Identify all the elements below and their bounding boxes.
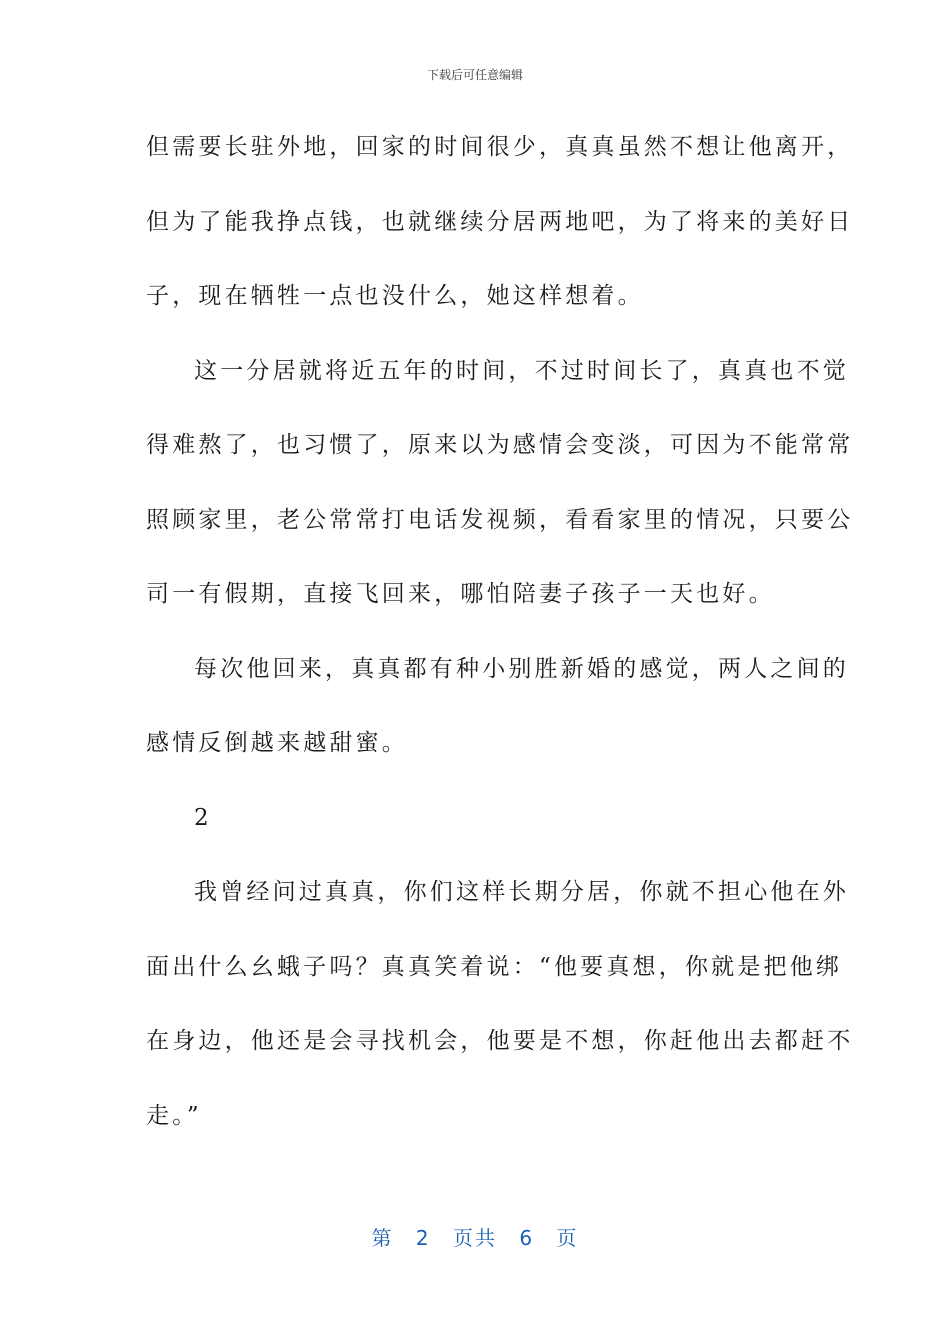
text-line: 在身边，他还是会寻找机会，他要是不想，你赶他出去都赶不 — [146, 1028, 854, 1054]
text-line: 面出什么幺蛾子吗？真真笑着说：“他要真想，你就是把他绑 — [146, 953, 843, 980]
paragraph-start-line: 每次他回来，真真都有种小别胜新婚的感觉，两人之间的 — [194, 655, 849, 682]
page-number-footer: 第 2 页共 6 页 — [371, 1226, 579, 1250]
text-line: 感情反倒越来越甜蜜。 — [146, 730, 408, 756]
text-line: 走。” — [146, 1102, 202, 1129]
text-line: 子，现在牺牲一点也没什么，她这样想着。 — [146, 283, 644, 309]
text-line: 得难熬了，也习惯了，原来以为感情会变淡，可因为不能常常 — [146, 432, 854, 458]
document-body — [146, 110, 854, 1153]
paragraph-start-line: 我曾经问过真真，你们这样长期分居，你就不担心他在外 — [194, 879, 849, 905]
section-number: 2 — [194, 804, 209, 831]
text-line: 但为了能我挣点钱，也就继续分居两地吧，为了将来的美好日 — [146, 208, 854, 235]
text-line: 司一有假期，直接飞回来，哪怕陪妻子孩子一天也好。 — [146, 581, 775, 607]
header-note: 下载后可任意编辑 — [426, 68, 523, 82]
text-line: 但需要长驻外地，回家的时间很少，真真虽然不想让他离开， — [146, 134, 854, 160]
paragraph-start-line: 这一分居就将近五年的时间，不过时间长了，真真也不觉 — [194, 357, 849, 384]
text-line: 照顾家里，老公常常打电话发视频，看看家里的情况，只要公 — [146, 506, 854, 533]
